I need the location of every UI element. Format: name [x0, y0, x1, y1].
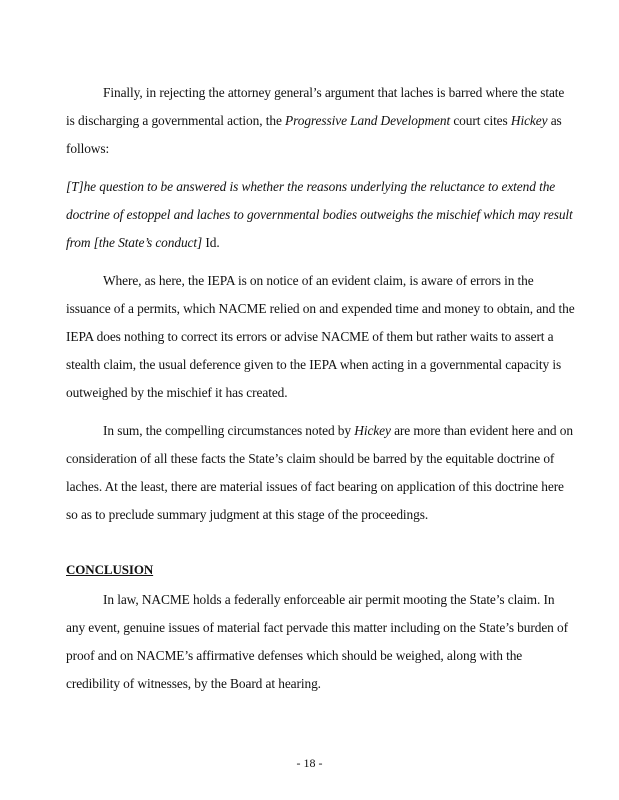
text-line: [66, 507, 428, 523]
italic-text: from [the State’s conduct]: [66, 235, 203, 250]
text-run: In sum, the compelling circumstances noted by: [103, 423, 355, 438]
text-run: credibility of witnesses, by the Board at hearing.: [66, 676, 321, 691]
text-line: [66, 141, 109, 157]
text-line: [66, 479, 564, 495]
text-line: [66, 385, 288, 401]
text-run: consideration of all these facts the State’s claim should be barred by the equitable doctrine of: [66, 451, 555, 466]
text-run: so as to preclude summary judgment at this stage of the proceedings.: [66, 507, 429, 522]
text-run: IEPA does nothing to correct its errors or advise NACME of them but rather waits to assert a: [66, 329, 554, 344]
text-run: are more than evident here and on: [390, 423, 573, 438]
italic-text: Progressive Land Development: [285, 113, 451, 128]
text-run: stealth claim, the usual deference given to the IEPA when acting in a governmental capacity is: [66, 357, 562, 372]
text-run: follows:: [66, 141, 110, 156]
italic-text: [T]he question to be answered is whether the reasons underlying the reluctance to extend the: [66, 179, 556, 194]
text-run: proof and on NACME’s affirmative defenses which should be weighed, along with the: [66, 648, 523, 663]
text-run: Finally, in rejecting the attorney general’s argument that laches is barred where the state: [103, 85, 565, 100]
text-run: outweighed by the mischief it has created.: [66, 385, 288, 400]
text-line: [66, 620, 568, 636]
text-run: In law, NACME holds a federally enforceable air permit mooting the State’s claim. In: [103, 592, 555, 607]
page-number: - 18 -: [296, 756, 323, 770]
text-run: Id.: [202, 235, 220, 250]
italic-text: Hickey: [354, 423, 391, 438]
text-run: issuance of a permits, which NACME relied on and expended time and money to obtain, and the: [66, 301, 575, 316]
text-line: [103, 273, 534, 289]
text-run: as: [547, 113, 562, 128]
text-run: is discharging a governmental action, the: [66, 113, 286, 128]
text-line: [66, 235, 220, 251]
text-line: [66, 329, 554, 345]
text-line: [66, 179, 555, 195]
text-run: CONCLUSION: [66, 562, 154, 577]
text-line: [66, 451, 554, 467]
text-run: court cites: [450, 113, 511, 128]
text-line: [66, 301, 575, 317]
text-line: [103, 423, 573, 439]
text-line: [66, 648, 522, 664]
text-line: [66, 113, 562, 129]
text-run: Where, as here, the IEPA is on notice of an evident claim, is aware of errors in the: [103, 273, 534, 288]
text-line: [66, 676, 321, 692]
text-line: [66, 357, 561, 373]
text-run: laches. At the least, there are material issues of fact bearing on application of this doctrine here: [66, 479, 564, 494]
text-run: any event, genuine issues of material fact pervade this matter including on the State’s burden of: [66, 620, 568, 635]
italic-text: Hickey: [510, 113, 548, 128]
text-line: [103, 85, 564, 101]
section-heading: [66, 562, 153, 578]
text-line: [66, 207, 573, 223]
italic-text: doctrine of estoppel and laches to governmental bodies outweighs the mischief which may result: [66, 207, 573, 222]
text-line: [103, 592, 554, 608]
